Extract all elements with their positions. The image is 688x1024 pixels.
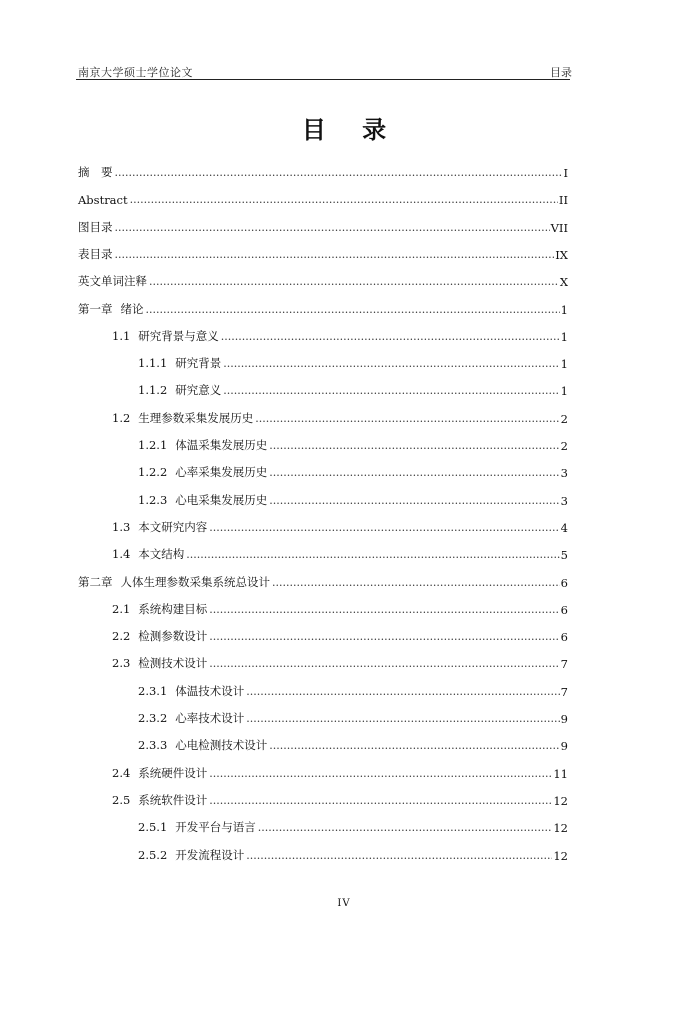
toc-entry-label — [78, 193, 130, 207]
toc-entry-label — [78, 273, 149, 289]
dot-leader — [209, 521, 559, 535]
toc-entry[interactable] — [138, 460, 568, 480]
toc-entry-number: 2.3.3 — [138, 738, 168, 753]
header-rule — [76, 79, 570, 80]
dot-leader — [115, 221, 550, 235]
toc-entry[interactable] — [138, 706, 568, 726]
toc-entry[interactable] — [112, 761, 568, 781]
toc-entry[interactable] — [78, 297, 568, 317]
toc-entry-number: 第一章 — [78, 301, 113, 316]
toc-entry-number: 1.1.1 — [138, 356, 168, 371]
toc-entry-text: 心率采集发展历史 — [175, 465, 268, 480]
toc-entry[interactable] — [138, 351, 568, 371]
toc-entry[interactable] — [138, 815, 568, 835]
toc-entry-number: 第二章 — [78, 574, 113, 589]
dot-leader — [209, 630, 559, 644]
toc-entry-text: 摘 要 — [78, 165, 113, 179]
dot-leader — [269, 466, 559, 480]
toc-entry-text: 研究背景 — [175, 356, 222, 371]
toc-entry-page: II — [558, 193, 568, 208]
toc-entry-label — [78, 164, 115, 180]
toc-entry-label — [138, 683, 246, 699]
toc-entry[interactable] — [78, 242, 568, 262]
toc-entry[interactable] — [112, 788, 568, 808]
toc-entry-text: 研究意义 — [175, 383, 222, 398]
toc-entry-label — [78, 219, 115, 235]
dot-leader — [269, 494, 559, 508]
toc-entry-page: 6 — [560, 602, 568, 617]
toc-entry-text: 系统硬件设计 — [138, 765, 208, 780]
toc-entry-page: I — [563, 166, 568, 180]
dot-leader — [186, 548, 559, 562]
toc-entry-number: 1.4 — [112, 547, 131, 562]
toc-entry-page: 6 — [560, 630, 568, 645]
dot-leader — [223, 384, 559, 398]
toc-entry[interactable] — [78, 160, 568, 180]
dot-leader — [258, 821, 553, 835]
toc-entry-label — [112, 328, 221, 344]
toc-entry-page: 2 — [560, 439, 568, 453]
toc-entry-page: 11 — [553, 766, 568, 781]
dot-leader — [246, 712, 559, 726]
toc-entry[interactable] — [138, 733, 568, 753]
toc-entry-number: 1.1.2 — [138, 383, 168, 398]
toc-entry-page: 9 — [560, 739, 568, 754]
toc-entry-label — [138, 382, 223, 398]
toc-entry-text: 系统软件设计 — [138, 792, 208, 807]
toc-entry-page: 2 — [560, 411, 568, 426]
toc-entry-label — [138, 464, 269, 480]
dot-leader — [209, 794, 552, 808]
dot-leader — [269, 739, 559, 753]
toc-entry-number: 2.2 — [112, 629, 131, 644]
toc-entry-label — [138, 710, 246, 726]
toc-entry-number: 2.1 — [112, 601, 131, 616]
dot-leader — [209, 603, 559, 617]
toc-entry[interactable] — [112, 515, 568, 535]
toc-entry[interactable] — [112, 406, 568, 426]
toc-entry-number: 1.2.3 — [138, 492, 168, 507]
toc-entry-text: 本文结构 — [138, 547, 185, 562]
toc-entry[interactable] — [78, 187, 568, 207]
toc-entry-number: 2.3.1 — [138, 683, 168, 698]
toc-entry-text: 心电采集发展历史 — [175, 492, 268, 507]
toc-entry-page: 12 — [553, 821, 568, 836]
running-header — [76, 62, 570, 78]
dot-leader — [272, 576, 560, 590]
toc-entry-label — [138, 847, 246, 863]
toc-entry-text: 体温采集发展历史 — [175, 438, 268, 452]
toc-entry-label — [138, 492, 269, 508]
toc-entry-text: 图目录 — [78, 219, 113, 234]
toc-entry[interactable] — [112, 542, 568, 562]
toc-entry-number: 2.5.1 — [138, 820, 168, 835]
header-section-title: 目录 — [550, 66, 572, 79]
toc-entry-page: 6 — [560, 575, 568, 590]
toc-entry-label — [138, 819, 258, 835]
toc-entry-text: 表目录 — [78, 246, 113, 261]
toc-entry-page: 3 — [560, 466, 568, 481]
toc-entry[interactable] — [112, 624, 568, 644]
toc-entry-label — [112, 792, 209, 808]
toc-entry-label — [138, 437, 269, 453]
dot-leader — [149, 275, 559, 289]
toc-entry-number: 2.3 — [112, 656, 131, 671]
toc-entry-label — [112, 655, 209, 671]
dot-leader — [130, 193, 558, 207]
toc-entry-label — [78, 246, 115, 262]
toc-entry-number: 2.5 — [112, 792, 131, 807]
toc-entry-label — [112, 765, 209, 781]
toc-entry-text: 英文单词注释 — [78, 274, 147, 289]
toc-entry[interactable] — [112, 324, 568, 344]
toc-entry[interactable] — [78, 215, 568, 235]
toc-entry-page: 12 — [553, 848, 568, 863]
toc-entry-page: 3 — [560, 493, 568, 508]
dot-leader — [209, 767, 552, 781]
toc-entry-page: 1 — [560, 302, 568, 317]
toc-entry-text: 心率技术设计 — [175, 711, 245, 725]
dot-leader — [255, 412, 559, 426]
toc-entry[interactable] — [138, 488, 568, 508]
toc-entry[interactable] — [112, 651, 568, 671]
toc-entry-label — [78, 301, 146, 317]
toc-entry[interactable] — [138, 378, 568, 398]
toc-entry-page: 5 — [560, 548, 568, 563]
toc-entry-number: 2.5.2 — [138, 847, 168, 862]
dot-leader — [246, 849, 552, 863]
page-title: 目 录 — [301, 116, 401, 144]
dot-leader — [115, 166, 563, 180]
toc-entry-page: IX — [555, 247, 568, 262]
toc-entry-number: 1.2 — [112, 410, 131, 425]
toc-entry-text: 本文研究内容 — [138, 519, 208, 534]
header-thesis-title: 南京大学硕士学位论文 — [78, 66, 193, 79]
toc-entry-page: 4 — [560, 520, 568, 535]
toc-entry[interactable] — [138, 433, 568, 453]
toc-entry-text: 检测参数设计 — [138, 629, 208, 644]
dot-leader — [221, 330, 560, 344]
toc-entry-label — [112, 601, 209, 617]
toc-entry-text: 体温技术设计 — [175, 683, 245, 698]
dot-leader — [209, 657, 559, 671]
page-number: IV — [337, 898, 351, 909]
toc-entry-text: 系统构建目标 — [138, 601, 208, 616]
dot-leader — [246, 685, 559, 699]
toc-entry[interactable] — [78, 269, 568, 289]
toc-entry-text: 检测技术设计 — [138, 656, 208, 671]
toc-entry-page: 7 — [560, 684, 568, 699]
toc-entry-label — [112, 628, 209, 644]
toc-entry-number: 1.2.1 — [138, 438, 168, 452]
toc-entry-page: 12 — [553, 793, 568, 808]
toc-entry-text: 开发流程设计 — [175, 847, 245, 862]
toc-entry-page: 7 — [560, 657, 568, 672]
toc-entry-page: 9 — [560, 712, 568, 726]
toc-entry[interactable] — [138, 843, 568, 863]
toc-entry-number: 2.3.2 — [138, 711, 168, 725]
toc-entry-page: 1 — [560, 357, 568, 372]
toc-entry-page: 1 — [560, 329, 568, 344]
toc-entry-label — [138, 737, 269, 753]
toc-entry-text: 绪论 — [120, 301, 144, 316]
toc-entry-page: X — [559, 275, 568, 290]
dot-leader — [269, 439, 559, 453]
toc-entry-text: 心电检测技术设计 — [175, 738, 268, 753]
toc-entry-number: 1.3 — [112, 519, 131, 534]
toc-entry-page: 1 — [560, 384, 568, 399]
toc-entry-text: 开发平台与语言 — [175, 820, 256, 835]
dot-leader — [223, 357, 559, 371]
toc-entry-text: 研究背景与意义 — [138, 328, 219, 343]
toc-entry-label — [78, 574, 272, 590]
toc-entry-number: 1.1 — [112, 328, 131, 343]
toc-entry[interactable] — [78, 570, 568, 590]
toc-entry-label — [112, 410, 255, 426]
toc-entry-label — [138, 355, 223, 371]
toc-entry-number: 2.4 — [112, 765, 131, 780]
dot-leader — [115, 248, 555, 262]
toc-entry-text: 生理参数采集发展历史 — [138, 410, 254, 425]
toc-entry-text: Abstract — [78, 193, 128, 208]
toc-entry-text: 人体生理参数采集系统总设计 — [120, 574, 270, 589]
toc-entry-label — [112, 546, 186, 562]
toc-entry-label — [112, 519, 209, 535]
toc-entry[interactable] — [138, 679, 568, 699]
dot-leader — [146, 303, 560, 317]
toc-entry-number: 1.2.2 — [138, 465, 168, 480]
toc-entry[interactable] — [112, 597, 568, 617]
toc-entry-page: VII — [550, 220, 568, 235]
